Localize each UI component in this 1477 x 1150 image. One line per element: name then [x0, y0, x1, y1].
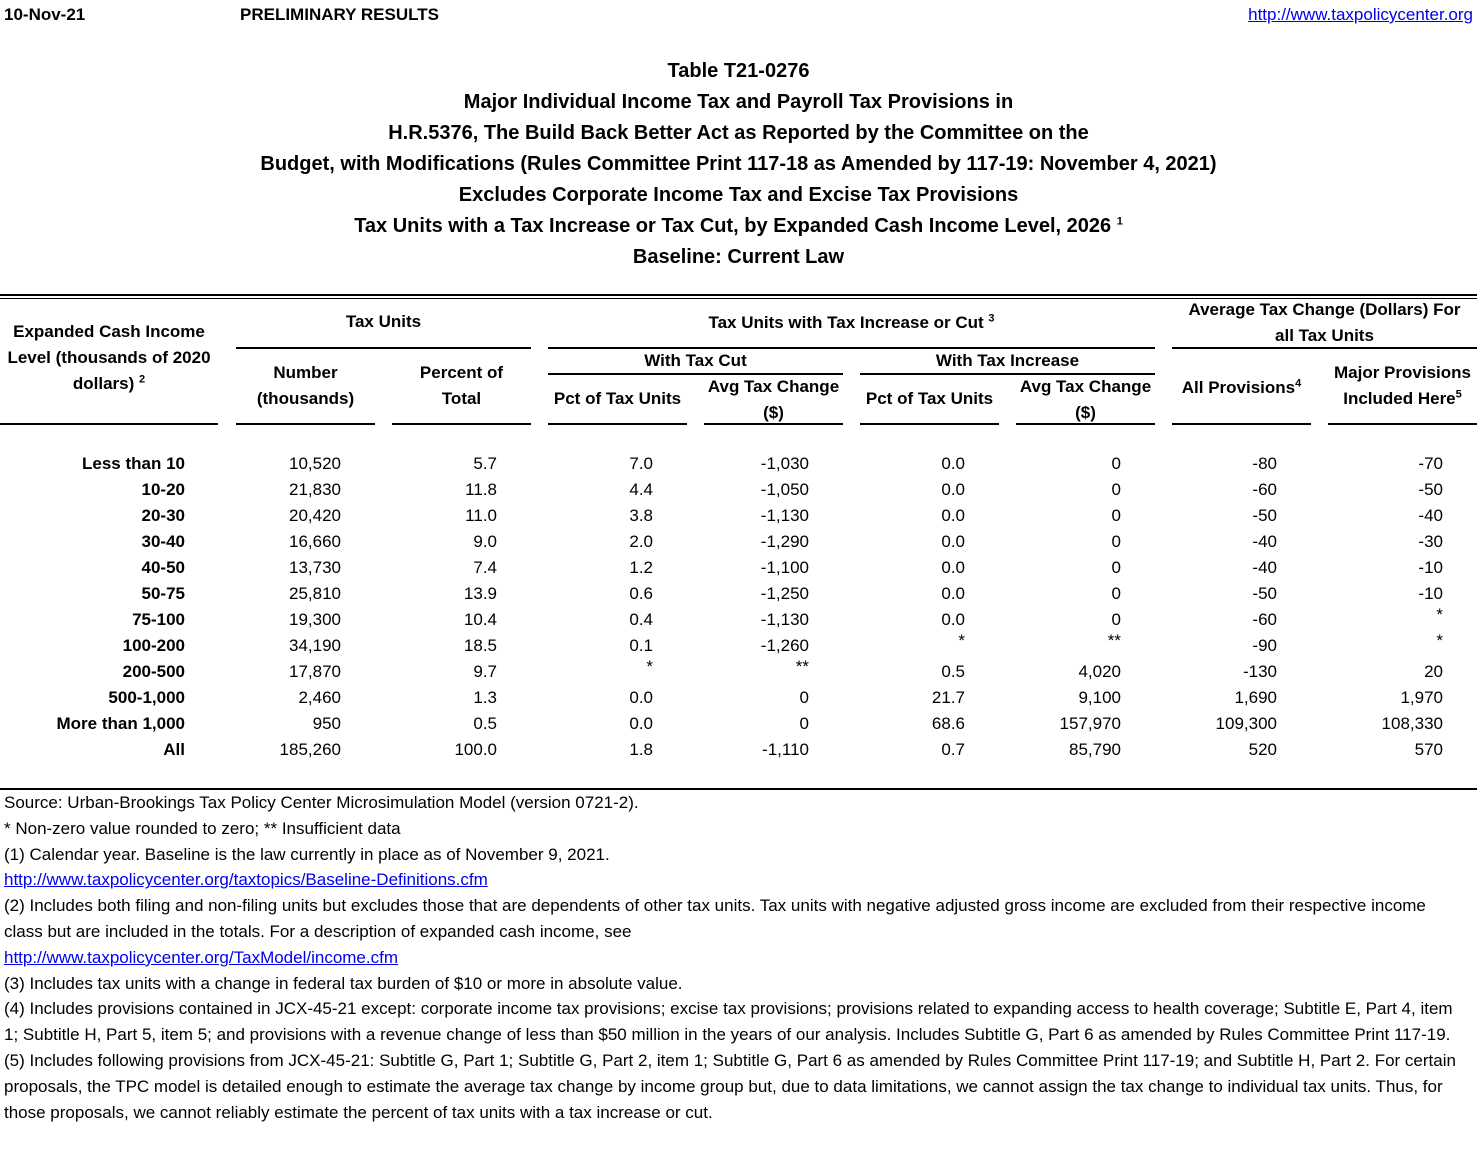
header-cut-pct: Pct of Tax Units [553, 389, 682, 408]
cell-income-level: More than 1,000 [56, 714, 185, 733]
cell-inc-pct: 0.0 [941, 584, 965, 603]
cell-cut-pct: 4.4 [629, 480, 653, 499]
header-number: Number (thousands) [256, 363, 355, 408]
cell-major-provisions: -50 [1418, 480, 1443, 499]
cell-cut-pct: 0.4 [629, 610, 653, 629]
cell-major-provisions: 108,330 [1381, 714, 1443, 733]
baseline-definitions-link[interactable]: http://www.taxpolicycenter.org/taxtopics/Baseline-Definitions.cfm [4, 870, 488, 890]
cell-all-provisions: 520 [1248, 740, 1277, 759]
cell-percent-total: 9.7 [473, 662, 497, 681]
cell-number: 10,520 [289, 454, 341, 473]
cell-cut-pct: 7.0 [629, 454, 653, 473]
cell-inc-avg: 0 [1111, 584, 1121, 603]
header-inc-pct: Pct of Tax Units [865, 389, 994, 408]
cell-cut-avg: -1,260 [760, 636, 809, 655]
cell-inc-avg: 85,790 [1069, 740, 1121, 759]
cell-all-provisions: -50 [1252, 506, 1277, 525]
header-avg-change-group: Average Tax Change (Dollars) For all Tax Units [1188, 300, 1461, 345]
cell-cut-avg: -1,030 [760, 454, 809, 473]
cell-inc-pct: 0.0 [941, 610, 965, 629]
cell-cut-avg: -1,100 [760, 558, 809, 577]
cell-number: 2,460 [298, 688, 341, 707]
title-line-4: Excludes Corporate Income Tax and Excise Tax Provisions [458, 184, 1019, 206]
cell-inc-pct: 68.6 [931, 714, 965, 733]
header-major-provisions: Major Provisions Included Here$^5$ [1334, 363, 1471, 408]
cell-cut-avg: -1,050 [760, 480, 809, 499]
cell-income-level: 30-40 [141, 532, 185, 551]
cell-inc-pct: 0.0 [941, 558, 965, 577]
symbol-legend: * Non-zero value rounded to zero; ** Insufficient data [4, 818, 401, 838]
cell-inc-pct: 0.0 [941, 480, 965, 499]
cell-cut-pct: * [646, 657, 653, 676]
rule-h-inc-pct [860, 423, 999, 425]
footnote-2: (2) Includes both filing and non-filing units but excludes those that are dependents of other tax units. Tax units with negative adjusted gross income are excluded from their respective income class but are included in the totals. For a description of expanded cash income, see [4, 896, 1426, 941]
cell-major-provisions: -30 [1418, 532, 1443, 551]
cell-percent-total: 7.4 [473, 558, 497, 577]
cell-inc-avg: ** [1107, 631, 1121, 650]
table-row [0, 737, 1477, 763]
cell-cut-avg: -1,130 [760, 610, 809, 629]
cell-income-level: Less than 10 [82, 454, 185, 473]
cell-cut-avg: -1,130 [760, 506, 809, 525]
cell-inc-pct: 0.0 [941, 454, 965, 473]
cell-number: 17,870 [289, 662, 341, 681]
cell-all-provisions: -40 [1252, 532, 1277, 551]
cell-all-provisions: -50 [1252, 584, 1277, 603]
cell-number: 13,730 [289, 558, 341, 577]
rule-h-income [0, 423, 218, 425]
title-line-2: H.R.5376, The Build Back Better Act as Reported by the Committee on the [388, 122, 1089, 144]
rule-h-all-prov [1172, 423, 1311, 425]
table-row [0, 633, 1477, 659]
cell-inc-pct: 0.7 [941, 740, 965, 759]
cell-income-level: 10-20 [141, 480, 185, 499]
cell-cut-avg: 0 [799, 714, 809, 733]
cell-percent-total: 9.0 [473, 532, 497, 551]
cell-major-provisions: -40 [1418, 506, 1443, 525]
cell-major-provisions: -10 [1418, 584, 1443, 603]
rule-h-cut-avg [704, 423, 843, 425]
cell-inc-pct: 21.7 [931, 688, 965, 707]
cell-inc-avg: 4,020 [1078, 662, 1121, 681]
cell-cut-avg: 0 [799, 688, 809, 707]
cell-income-level: 50-75 [141, 584, 185, 603]
cell-percent-total: 1.3 [473, 688, 497, 707]
rule-h-major-prov [1328, 423, 1477, 425]
cell-cut-avg: -1,250 [760, 584, 809, 603]
table-row [0, 607, 1477, 633]
cell-percent-total: 11.0 [465, 506, 497, 525]
cell-percent-total: 0.5 [473, 714, 497, 733]
cell-cut-avg: -1,290 [760, 532, 809, 551]
cell-cut-pct: 0.0 [629, 688, 653, 707]
cell-income-level: 75-100 [132, 610, 185, 629]
cell-cut-avg: ** [795, 657, 809, 676]
rule-tax-units [236, 347, 531, 349]
data-table-body [0, 451, 1477, 763]
cell-inc-pct: 0.0 [941, 506, 965, 525]
cell-cut-pct: 0.6 [629, 584, 653, 603]
cell-all-provisions: -60 [1252, 610, 1277, 629]
cell-number: 950 [312, 714, 341, 733]
cell-major-provisions: 1,970 [1400, 688, 1443, 707]
title-line-5: Tax Units with a Tax Increase or Tax Cut, by Expanded Cash Income Level, 2026 $^1$ [354, 215, 1123, 237]
cell-income-level: 40-50 [141, 558, 185, 577]
cell-inc-pct: 0.0 [941, 532, 965, 551]
title-block [0, 56, 1477, 273]
cell-inc-avg: 0 [1111, 532, 1121, 551]
footnote-1: (1) Calendar year. Baseline is the law currently in place as of November 9, 2021. [4, 844, 610, 864]
header-income-level: Expanded Cash Income Level (thousands of 2020 dollars) $^2$ [7, 322, 211, 393]
rule-h-percent [392, 423, 531, 425]
rule-h-inc-avg [1016, 423, 1155, 425]
cell-percent-total: 11.8 [465, 480, 497, 499]
cell-income-level: All [163, 740, 185, 759]
header-tax-units-group: Tax Units [345, 312, 422, 331]
cell-inc-pct: 0.5 [941, 662, 965, 681]
table-row [0, 659, 1477, 685]
baseline-line: Baseline: Current Law [632, 246, 845, 268]
cell-cut-pct: 3.8 [629, 506, 653, 525]
footnote-4: (4) Includes provisions contained in JCX-45-21 except: corporate income tax provisions; excise tax provisions; provisions related to expanding access to health coverage; Subtitle E, Part 4, item 1; Subtitle H, Part 5, item 5; and provisions with a revenue change of less than $50 million in the years of our analysis. Includes Subtitle G, Part 6 as amended by Rules Committee Print 117-19. [4, 999, 1453, 1045]
cell-cut-pct: 0.0 [629, 714, 653, 733]
header-with-tax-increase: With Tax Increase [935, 351, 1080, 370]
table-row [0, 503, 1477, 529]
cell-number: 16,660 [289, 532, 341, 551]
cell-number: 19,300 [289, 610, 341, 629]
cell-cut-pct: 0.1 [629, 636, 653, 655]
cell-inc-avg: 0 [1111, 610, 1121, 629]
cell-percent-total: 5.7 [473, 454, 497, 473]
cell-number: 34,190 [289, 636, 341, 655]
table-row [0, 555, 1477, 581]
header-cut-avg: Avg Tax Change ($) [707, 377, 840, 422]
cell-percent-total: 100.0 [454, 740, 497, 759]
cell-inc-avg: 0 [1111, 480, 1121, 499]
cell-number: 25,810 [289, 584, 341, 603]
cell-income-level: 500-1,000 [108, 688, 185, 707]
cell-all-provisions: 109,300 [1215, 714, 1277, 733]
cell-income-level: 20-30 [141, 506, 185, 525]
cell-all-provisions: -40 [1252, 558, 1277, 577]
cell-all-provisions: -130 [1242, 662, 1277, 681]
cell-all-provisions: -90 [1252, 636, 1277, 655]
tpc-site-link[interactable]: http://www.taxpolicycenter.org [1248, 5, 1473, 24]
cell-cut-avg: -1,110 [762, 740, 809, 759]
cell-inc-avg: 0 [1111, 506, 1121, 525]
table-row [0, 477, 1477, 503]
table-row [0, 529, 1477, 555]
cell-all-provisions: -60 [1252, 480, 1277, 499]
rule-h-cut-pct [548, 423, 687, 425]
cell-number: 21,830 [289, 480, 341, 499]
title-line-1: Major Individual Income Tax and Payroll Tax Provisions in [463, 91, 1014, 113]
cell-major-provisions: * [1436, 631, 1443, 650]
header-percent-total: Percent of Total [419, 363, 504, 408]
cell-inc-avg: 0 [1111, 558, 1121, 577]
cell-inc-avg: 9,100 [1078, 688, 1121, 707]
table-row [0, 711, 1477, 737]
table-row [0, 581, 1477, 607]
cell-number: 185,260 [279, 740, 341, 759]
footnotes [4, 790, 1469, 1125]
table-id: Table T21-0276 [667, 60, 810, 82]
source-note: Source: Urban-Brookings Tax Policy Center Microsimulation Model (version 0721-2). [4, 793, 639, 812]
cell-inc-avg: 0 [1111, 454, 1121, 473]
cell-major-provisions: 570 [1414, 740, 1443, 759]
cell-percent-total: 18.5 [463, 636, 497, 655]
header-all-provisions: All Provisions$^4$ [1181, 377, 1302, 397]
table-row [0, 451, 1477, 477]
cell-all-provisions: -80 [1252, 454, 1277, 473]
cell-percent-total: 10.4 [463, 610, 497, 629]
rule-avg-change [1172, 347, 1477, 349]
header-inc-avg: Avg Tax Change ($) [1019, 377, 1152, 422]
cell-number: 20,420 [289, 506, 341, 525]
cell-percent-total: 13.9 [463, 584, 497, 603]
title-line-3: Budget, with Modifications (Rules Committee Print 117-18 as Amended by 117-19: November 4, 2021) [260, 153, 1217, 175]
cell-cut-pct: 2.0 [629, 532, 653, 551]
cell-major-provisions: * [1436, 605, 1443, 624]
footnote-5: (5) Includes following provisions from JCX-45-21: Subtitle G, Part 1; Subtitle G, Part 2, item 1; Subtitle G, Part 6 as amended by Rules Committee Print 117-19; and Subtitle H, Part 2. For certain proposals, the TPC model is detailed enough to estimate the average tax change by income group but, due to data limitations, we cannot assign the tax change to individual tax units. Thus, for those proposals, we cannot reliably estimate the percent of tax units with a tax increase or cut. [4, 1050, 1456, 1122]
footnote-3: (3) Includes tax units with a change in federal tax burden of $10 or more in absolute value. [4, 973, 683, 993]
cell-cut-pct: 1.8 [629, 740, 653, 759]
income-definition-link[interactable]: http://www.taxpolicycenter.org/TaxModel/income.cfm [4, 947, 398, 967]
cell-income-level: 200-500 [122, 662, 185, 681]
cell-major-provisions: 20 [1424, 662, 1443, 681]
cell-cut-pct: 1.2 [629, 558, 653, 577]
status-label: PRELIMINARY RESULTS [240, 5, 439, 24]
header-with-tax-cut: With Tax Cut [644, 351, 747, 370]
report-date: 10-Nov-21 [4, 5, 86, 24]
header-increase-or-cut-group: Tax Units with Tax Increase or Cut $^3$ [708, 312, 995, 332]
top-rule [0, 294, 1477, 296]
cell-inc-avg: 157,970 [1059, 714, 1121, 733]
table-row [0, 685, 1477, 711]
cell-inc-pct: * [958, 631, 965, 650]
cell-income-level: 100-200 [122, 636, 185, 655]
cell-major-provisions: -70 [1418, 454, 1443, 473]
cell-all-provisions: 1,690 [1234, 688, 1277, 707]
cell-major-provisions: -10 [1418, 558, 1443, 577]
footnote-ref: 1 [1116, 215, 1123, 228]
rule-h-number [236, 423, 375, 425]
